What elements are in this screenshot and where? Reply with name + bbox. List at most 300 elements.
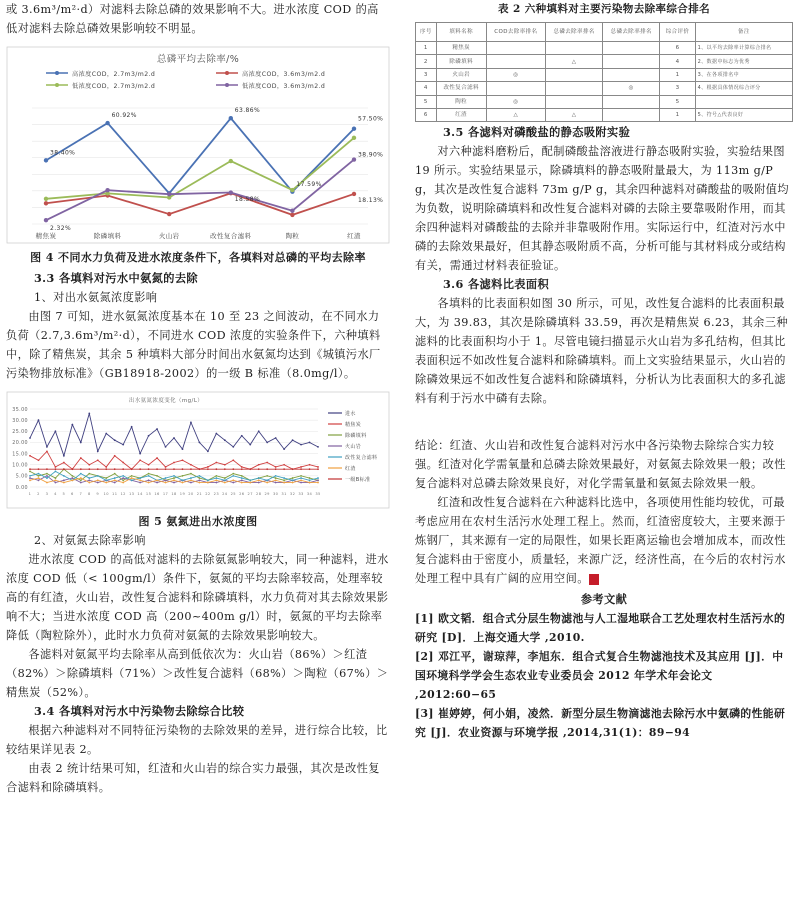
- subheading-2: 2、对氨氮去除率影响: [34, 534, 146, 547]
- data-point: [182, 468, 184, 470]
- data-point: [88, 464, 90, 466]
- data-point: [309, 464, 311, 466]
- data-point: [241, 466, 243, 468]
- table-cell: 5: [416, 95, 437, 108]
- data-point: [105, 466, 107, 468]
- chart-title: 出水氨氮浓度变化（mg/L）: [128, 398, 204, 404]
- table-row: [416, 82, 793, 95]
- table-cell: 精焦炭: [436, 42, 486, 55]
- data-point: [63, 455, 65, 457]
- data-point: [199, 468, 201, 470]
- data-point: [148, 464, 150, 466]
- legend-label: 火山岩: [345, 444, 362, 450]
- data-point: [190, 482, 192, 484]
- data-point: [317, 477, 319, 479]
- x-tick-label: 8: [87, 492, 91, 496]
- data-point: [55, 477, 57, 479]
- data-point: [38, 477, 40, 479]
- data-point: [229, 190, 233, 194]
- data-point: [88, 482, 90, 484]
- data-point: [199, 477, 201, 479]
- data-point: [46, 482, 48, 484]
- x-tick-label: 26: [239, 492, 245, 496]
- data-point: [165, 468, 167, 470]
- table-cell: [546, 95, 603, 108]
- section-3-3-heading: 3.3 各填料对污水中氨氮的去除: [34, 271, 199, 285]
- data-point: [46, 446, 48, 448]
- x-tick-label: 2: [37, 492, 40, 496]
- data-point: [173, 437, 175, 439]
- data-point: [38, 479, 40, 481]
- data-point: [290, 209, 294, 213]
- data-point: [190, 473, 192, 475]
- conclusion-paragraph: 结论：红渣、火山岩和改性复合滤料对污水中各污染物去除综合实力较强。红渣对化学需氧量和总磷去除效果最好，对氨氮去除效果一般；改性复合滤料对总磷去除效果良好，对化学需氧量和氨氮去除效果一般。: [415, 439, 786, 491]
- data-point: [167, 192, 171, 196]
- data-point: [232, 468, 234, 470]
- data-point: [309, 479, 311, 481]
- data-point: [148, 482, 150, 484]
- data-point: [55, 468, 57, 470]
- data-point: [352, 192, 356, 196]
- data-point: [207, 466, 209, 468]
- data-point: [114, 479, 116, 481]
- data-point: [249, 444, 251, 446]
- data-point: [105, 477, 107, 479]
- data-point: [131, 475, 133, 477]
- x-tick-label: 21: [196, 492, 203, 496]
- paragraph-ammonia-removal: 进水浓度 COD 的高低对滤料的去除氨氮影响较大，同一种滤料，进水浓度 COD 低（< 100gm/l）条件下，氨氮的平均去除率较高，处理率较高的有红渣，火山岩，改性复合滤料和除磷填料，水力负荷对其去除效果影响不大；当进水浓度 COD 高（200~400m g/l）时，氨氮的平均去除率降低（陶粒除外），此时水力负荷对氨氮的去除效果影响较大。: [6, 553, 389, 642]
- data-point: [275, 468, 277, 470]
- x-tick-label: 15: [145, 492, 152, 496]
- data-label: 57.50%: [358, 115, 384, 123]
- data-label: 38.40%: [50, 149, 76, 157]
- data-point: [258, 464, 260, 466]
- data-point: [122, 479, 124, 481]
- legend-label: 除磷填料: [345, 433, 367, 439]
- data-point: [300, 468, 302, 470]
- data-point: [88, 468, 90, 470]
- data-point: [182, 459, 184, 461]
- table-cell: 6: [660, 42, 695, 55]
- x-tick-label: 28: [256, 492, 262, 496]
- data-point: [55, 479, 57, 481]
- data-point: [148, 475, 150, 477]
- section-3-6-heading: 3.6 各滤料比表面积: [443, 277, 550, 292]
- table-header-cell: 综合评价: [660, 23, 695, 42]
- y-tick-label: 0.00: [15, 485, 28, 491]
- x-tick-label: 11: [112, 492, 118, 496]
- data-point: [165, 482, 167, 484]
- data-point: [317, 446, 319, 448]
- data-point: [105, 479, 107, 481]
- data-point: [114, 468, 116, 470]
- data-point: [232, 446, 234, 448]
- data-point: [232, 473, 234, 475]
- data-point: [97, 468, 99, 470]
- data-point: [97, 459, 99, 461]
- legend-label: 精焦炭: [345, 422, 362, 428]
- x-tick-label: 27: [247, 492, 253, 496]
- x-tick-label: 9: [96, 492, 100, 496]
- data-point: [275, 466, 277, 468]
- data-point: [63, 475, 65, 477]
- data-point: [55, 482, 57, 484]
- table-cell: [603, 42, 660, 55]
- x-tick-label: 33: [298, 492, 304, 496]
- table-cell: ◎: [486, 95, 545, 108]
- ranking-table: [415, 22, 793, 122]
- data-point: [207, 479, 209, 481]
- data-point: [309, 477, 311, 479]
- data-point: [63, 482, 65, 484]
- y-tick-label: 25.00: [12, 430, 28, 436]
- table-cell: △: [486, 108, 545, 121]
- ammonia-concentration-chart: [6, 391, 390, 509]
- y-tick-label: 5.00: [15, 474, 28, 480]
- data-point: [190, 464, 192, 466]
- data-point: [258, 479, 260, 481]
- x-tick-label: 改性复合滤料: [210, 232, 252, 240]
- data-point: [131, 426, 133, 428]
- data-point: [105, 121, 109, 125]
- legend-marker: [225, 83, 229, 87]
- data-point: [131, 477, 133, 479]
- intro-paragraph: 或 3.6m³/m²·d）对滤料去除总磷的效果影响不大。进水浓度 COD 的高低对滤料去除总磷效果影响较不明显。: [6, 3, 379, 35]
- table-cell: 改性复合滤料: [436, 82, 486, 95]
- data-label: 17.59%: [296, 181, 322, 189]
- data-point: [232, 482, 234, 484]
- x-tick-label: 陶粒: [285, 232, 300, 240]
- table-row: [416, 42, 793, 55]
- table-cell: 2、数据中标志为优秀: [695, 55, 792, 68]
- legend-label: 一级B标准: [345, 477, 371, 483]
- right-column: [415, 0, 793, 742]
- x-tick-label: 7: [79, 492, 83, 496]
- data-point: [80, 457, 82, 459]
- data-point: [241, 435, 243, 437]
- data-point: [215, 462, 217, 464]
- table-header-cell: 序号: [416, 23, 437, 42]
- x-tick-label: 12: [120, 492, 126, 496]
- table-cell: △: [546, 55, 603, 68]
- table-cell: 5、符号△代表良好: [695, 108, 792, 121]
- data-point: [46, 473, 48, 475]
- data-point: [190, 468, 192, 470]
- data-point: [29, 471, 31, 473]
- data-point: [63, 479, 65, 481]
- data-point: [71, 477, 73, 479]
- data-point: [122, 444, 124, 446]
- table-cell: [603, 55, 660, 68]
- data-point: [97, 482, 99, 484]
- data-point: [71, 479, 73, 481]
- data-point: [139, 459, 141, 461]
- figure-5: [6, 391, 390, 509]
- data-point: [173, 479, 175, 481]
- data-point: [167, 212, 171, 216]
- data-point: [266, 462, 268, 464]
- data-point: [258, 468, 260, 470]
- data-point: [182, 448, 184, 450]
- data-point: [46, 450, 48, 452]
- data-point: [139, 479, 141, 481]
- data-point: [148, 435, 150, 437]
- data-point: [63, 468, 65, 470]
- data-point: [215, 477, 217, 479]
- data-point: [44, 218, 48, 222]
- paragraph-table-conclusion: 由表 2 统计结果可知，红渣和火山岩的综合实力最强，其次是改性复合滤料和除磷填料。: [6, 762, 380, 794]
- x-tick-label: 17: [162, 492, 169, 496]
- table-row: [416, 55, 793, 68]
- data-point: [275, 477, 277, 479]
- data-point: [114, 477, 116, 479]
- data-point: [300, 466, 302, 468]
- data-point: [224, 468, 226, 470]
- data-point: [283, 477, 285, 479]
- data-point: [283, 448, 285, 450]
- data-point: [46, 468, 48, 470]
- table-cell: [546, 82, 603, 95]
- data-point: [292, 482, 294, 484]
- x-tick-label: 34: [306, 492, 313, 496]
- table-header-cell: 备注: [695, 23, 792, 42]
- y-tick-label: 10.00: [12, 463, 28, 469]
- data-point: [207, 450, 209, 452]
- x-tick-label: 除磷填料: [93, 232, 122, 240]
- data-point: [241, 477, 243, 479]
- data-point: [224, 439, 226, 441]
- data-point: [55, 471, 57, 473]
- x-tick-label: 16: [154, 492, 160, 496]
- data-point: [317, 468, 319, 470]
- data-point: [156, 457, 158, 459]
- data-point: [38, 419, 40, 421]
- data-point: [156, 468, 158, 470]
- data-point: [249, 468, 251, 470]
- x-tick-label: 3: [45, 492, 49, 496]
- data-point: [283, 468, 285, 470]
- table-cell: 6: [416, 108, 437, 121]
- x-tick-label: 30: [272, 492, 279, 496]
- table-header-cell: 总磷去除率排名: [546, 23, 603, 42]
- data-point: [97, 450, 99, 452]
- data-point: [122, 482, 124, 484]
- table-cell: [603, 108, 660, 121]
- data-point: [156, 475, 158, 477]
- x-tick-label: 22: [205, 492, 211, 496]
- data-point: [97, 479, 99, 481]
- table-cell: [486, 42, 545, 55]
- data-point: [224, 477, 226, 479]
- data-point: [215, 468, 217, 470]
- left-column: [6, 0, 390, 797]
- x-tick-label: 18: [171, 492, 177, 496]
- data-point: [131, 479, 133, 481]
- data-point: [80, 482, 82, 484]
- end-mark-icon: E: [589, 574, 599, 585]
- data-point: [38, 475, 40, 477]
- data-point: [224, 464, 226, 466]
- table-cell: 火山岩: [436, 68, 486, 81]
- data-point: [199, 479, 201, 481]
- table-cell: 1: [660, 108, 695, 121]
- data-point: [266, 482, 268, 484]
- data-point: [190, 421, 192, 423]
- data-point: [173, 475, 175, 477]
- data-point: [80, 468, 82, 470]
- legend-marker: [55, 83, 59, 87]
- data-point: [88, 477, 90, 479]
- paragraph-comparison: 根据六种滤料对不同特征污染物的去除效果的差异，进行综合比较，比较结果详见表 2。: [6, 724, 388, 756]
- data-point: [80, 477, 82, 479]
- x-tick-label: 红渣: [347, 232, 361, 240]
- data-point: [241, 468, 243, 470]
- data-point: [199, 442, 201, 444]
- data-label: 18.58%: [234, 196, 261, 204]
- data-point: [148, 473, 150, 475]
- total-phosphorus-chart: [6, 46, 390, 244]
- data-point: [46, 477, 48, 479]
- data-point: [232, 475, 234, 477]
- data-point: [292, 479, 294, 481]
- table-cell: 除磷填料: [436, 55, 486, 68]
- data-point: [290, 188, 294, 192]
- x-tick-label: 14: [137, 492, 143, 496]
- x-tick-label: 13: [128, 492, 135, 496]
- data-point: [249, 479, 251, 481]
- data-point: [275, 437, 277, 439]
- legend-label: 改性复合滤料: [345, 455, 378, 461]
- data-point: [165, 477, 167, 479]
- data-point: [139, 453, 141, 455]
- table-cell: 2: [416, 55, 437, 68]
- data-point: [283, 482, 285, 484]
- data-label: 60.92%: [111, 112, 137, 120]
- data-point: [71, 424, 73, 426]
- table-cell: [486, 82, 545, 95]
- data-label: 2.32%: [50, 225, 72, 233]
- paragraph-ammonia-ranking: 各滤料对氨氮平均去除率从高到低依次为：火山岩（86%）＞红渣（82%）＞除磷填料（71%）＞改性复合滤料（68%）＞陶粒（67%）＞精焦炭（52%）。: [6, 648, 389, 699]
- data-point: [258, 430, 260, 432]
- data-point: [139, 482, 141, 484]
- data-point: [105, 433, 107, 435]
- section-3-5-heading: 3.5 各滤料对磷酸盐的静态吸附实验: [443, 125, 631, 140]
- data-point: [29, 475, 31, 477]
- data-point: [44, 197, 48, 201]
- data-point: [215, 433, 217, 435]
- data-point: [105, 468, 107, 470]
- table-cell: [546, 42, 603, 55]
- data-point: [224, 482, 226, 484]
- legend-marker: [55, 71, 59, 75]
- data-label: 38.90%: [358, 151, 384, 159]
- data-point: [290, 213, 294, 217]
- data-point: [300, 479, 302, 481]
- table-cell: [603, 68, 660, 81]
- table-cell: 陶粒: [436, 95, 486, 108]
- data-point: [232, 459, 234, 461]
- table-cell: ◎: [486, 68, 545, 81]
- data-point: [215, 479, 217, 481]
- table-cell: [695, 95, 792, 108]
- data-point: [88, 479, 90, 481]
- data-point: [292, 477, 294, 479]
- data-point: [182, 482, 184, 484]
- x-tick-label: 25: [230, 492, 236, 496]
- table-cell: [603, 95, 660, 108]
- reference-2: [2] 邓江平，谢琼萍，李旭东．组合式复合生物滤池技术及其应用 [J]．中国环境科学学会生态农业专业委员会 2012 年学术年会论文 ,2012:60−65: [415, 650, 784, 702]
- data-point: [241, 475, 243, 477]
- x-tick-label: 29: [264, 492, 270, 496]
- data-label: 63.86%: [234, 107, 261, 115]
- data-point: [215, 475, 217, 477]
- y-tick-label: 15.00: [12, 452, 28, 458]
- table-row: [416, 68, 793, 81]
- chart-title: 总磷平均去除率/%: [156, 54, 240, 65]
- x-tick-label: 19: [179, 492, 186, 496]
- data-point: [283, 479, 285, 481]
- figure-4-caption: 图 4 不同水力负荷及进水浓度条件下，各填料对总磷的平均去除率: [30, 251, 366, 264]
- data-point: [44, 201, 48, 205]
- data-point: [352, 136, 356, 140]
- data-point: [122, 462, 124, 464]
- data-point: [148, 468, 150, 470]
- data-point: [38, 459, 40, 461]
- data-point: [300, 444, 302, 446]
- reference-3: [3] 崔婷婷，何小娟，凌然．新型分层生物滴滤池去除污水中氨磷的性能研究 [J]．农业资源与环境学报 ,2014,31(1)：89−94: [415, 707, 786, 740]
- data-point: [173, 482, 175, 484]
- data-point: [122, 475, 124, 477]
- data-point: [300, 482, 302, 484]
- data-point: [292, 439, 294, 441]
- data-point: [241, 479, 243, 481]
- data-point: [224, 479, 226, 481]
- data-point: [156, 428, 158, 430]
- data-point: [29, 468, 31, 470]
- data-point: [258, 482, 260, 484]
- data-point: [139, 468, 141, 470]
- data-point: [105, 482, 107, 484]
- data-point: [173, 462, 175, 464]
- subheading-1: 1、对出水氨氮浓度影响: [34, 291, 158, 304]
- data-point: [207, 468, 209, 470]
- data-point: [258, 477, 260, 479]
- data-point: [165, 446, 167, 448]
- data-point: [352, 157, 356, 161]
- data-point: [38, 473, 40, 475]
- data-point: [139, 477, 141, 479]
- data-point: [190, 477, 192, 479]
- legend-marker: [225, 71, 229, 75]
- data-point: [165, 466, 167, 468]
- data-point: [352, 127, 356, 131]
- paragraph-ammonia-concentration: 由图 7 可知，进水氨氮浓度基本在 10 至 23 之间波动，在不同水力负荷（2.7,3.6m³/m²·d），不同进水 COD 浓度的实验条件下，六种填料中，除了精焦炭，其余 5 种填料大部分时间出水氨氮均达到《城镇污水厂污染物排放标准》（GB18918-2002）的一级 B 标准（8.0mg/l）。: [6, 310, 381, 380]
- data-point: [114, 482, 116, 484]
- data-point: [156, 482, 158, 484]
- data-point: [292, 468, 294, 470]
- data-point: [88, 413, 90, 415]
- legend-label: 红渣: [345, 466, 356, 472]
- data-point: [55, 466, 57, 468]
- table-cell: ◎: [603, 82, 660, 95]
- table-cell: 1: [416, 42, 437, 55]
- data-point: [44, 158, 48, 162]
- table-cell: 4: [660, 55, 695, 68]
- data-point: [266, 468, 268, 470]
- data-point: [300, 475, 302, 477]
- y-tick-label: 20.00: [12, 441, 28, 447]
- data-point: [309, 468, 311, 470]
